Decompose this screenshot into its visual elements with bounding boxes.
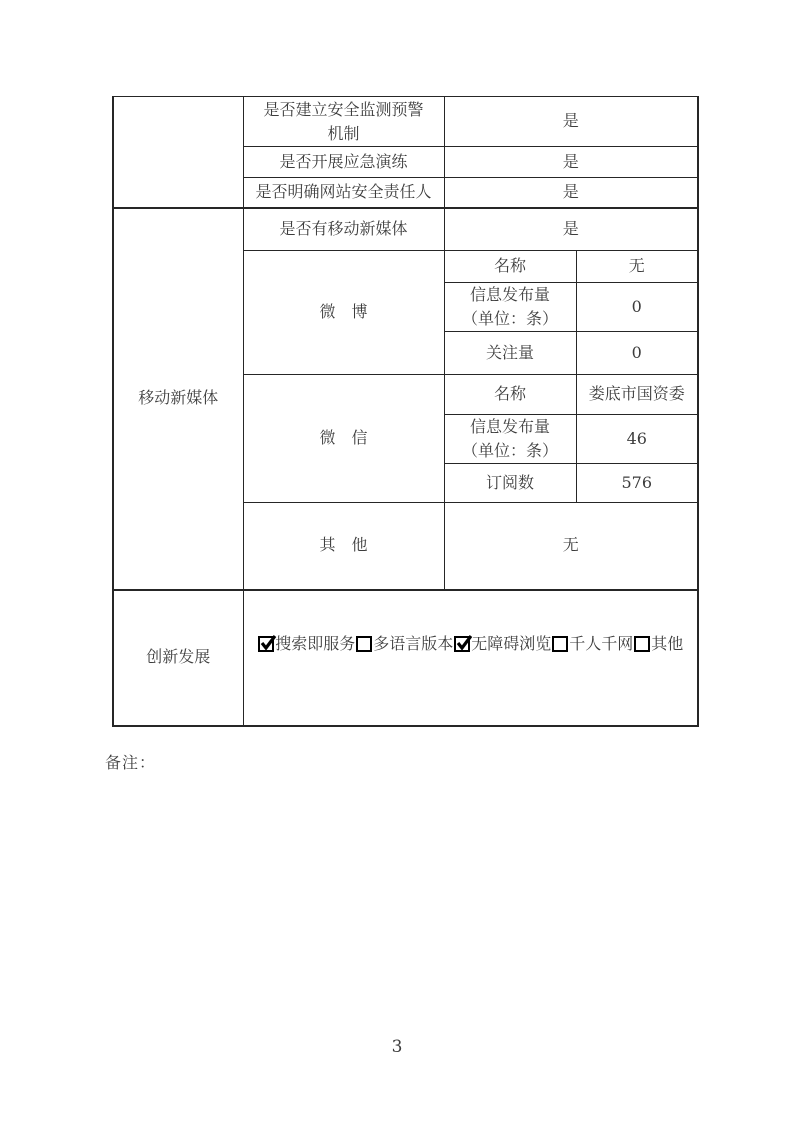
website-report-table bbox=[112, 96, 699, 727]
emergency-drill-value: 是 bbox=[444, 147, 698, 178]
section-mobile-media-label: 移动新媒体 bbox=[113, 208, 243, 590]
innovation-option-label: 千人千网 bbox=[569, 634, 634, 654]
wechat-label: 微 信 bbox=[243, 375, 444, 503]
table-row bbox=[113, 97, 698, 147]
weibo-name-value: 无 bbox=[576, 251, 698, 283]
wechat-posts-value: 46 bbox=[576, 415, 698, 464]
checkbox-accessibility-icon[interactable] bbox=[454, 636, 470, 652]
has-mobile-media-label: 是否有移动新媒体 bbox=[243, 208, 444, 251]
checkbox-other-icon[interactable] bbox=[634, 636, 650, 652]
page-number: 3 bbox=[391, 1037, 403, 1057]
table-row bbox=[113, 590, 698, 726]
weibo-posts-label-line2: （单位：条） bbox=[461, 309, 558, 328]
innovation-option-multilang bbox=[355, 632, 453, 657]
wechat-subscribers-label: 订阅数 bbox=[444, 464, 576, 503]
weibo-followers-label: 关注量 bbox=[444, 332, 576, 375]
weibo-name-label: 名称 bbox=[444, 251, 576, 283]
weibo-posts-value: 0 bbox=[576, 283, 698, 332]
wechat-posts-label-line1: 信息发布量 bbox=[469, 417, 550, 436]
security-monitor-label bbox=[243, 97, 444, 147]
wechat-subscribers-value: 576 bbox=[576, 464, 698, 503]
wechat-name-value: 娄底市国资委 bbox=[576, 375, 698, 415]
innovation-option-label: 其他 bbox=[651, 634, 684, 654]
weibo-posts-label bbox=[444, 283, 576, 332]
innovation-option-accessibility bbox=[453, 632, 551, 657]
other-media-label: 其 他 bbox=[243, 503, 444, 590]
section-continued-cell bbox=[113, 97, 243, 208]
innovation-option-other bbox=[633, 632, 683, 657]
weibo-posts-label-line1: 信息发布量 bbox=[469, 285, 550, 304]
checkbox-qianren-icon[interactable] bbox=[552, 636, 568, 652]
emergency-drill-label: 是否开展应急演练 bbox=[243, 147, 444, 178]
weibo-followers-value: 0 bbox=[576, 332, 698, 375]
checkbox-multilang-icon[interactable] bbox=[356, 636, 372, 652]
wechat-name-label: 名称 bbox=[444, 375, 576, 415]
other-media-value: 无 bbox=[444, 503, 698, 590]
innovation-option-qianren bbox=[551, 632, 633, 657]
security-monitor-label-line2: 机制 bbox=[327, 123, 360, 143]
innovation-option-search bbox=[257, 632, 355, 657]
remarks-label: 备注： bbox=[105, 753, 157, 772]
wechat-posts-label bbox=[444, 415, 576, 464]
security-officer-value: 是 bbox=[444, 178, 698, 208]
security-officer-label: 是否明确网站安全责任人 bbox=[243, 178, 444, 208]
innovation-option-label: 多语言版本 bbox=[373, 634, 454, 654]
weibo-label: 微 博 bbox=[243, 251, 444, 375]
wechat-posts-label-line2: （单位：条） bbox=[461, 441, 558, 460]
security-monitor-value: 是 bbox=[444, 97, 698, 147]
innovation-options-cell bbox=[243, 590, 698, 726]
has-mobile-media-value: 是 bbox=[444, 208, 698, 251]
security-monitor-label-line1: 是否建立安全监测预警 bbox=[263, 99, 424, 119]
innovation-option-label: 搜索即服务 bbox=[275, 634, 356, 654]
checkbox-search-service-icon[interactable] bbox=[258, 636, 274, 652]
innovation-options-row bbox=[248, 632, 694, 683]
innovation-option-label: 无障碍浏览 bbox=[471, 634, 552, 654]
table-row bbox=[113, 208, 698, 251]
section-innovation-label: 创新发展 bbox=[113, 590, 243, 726]
